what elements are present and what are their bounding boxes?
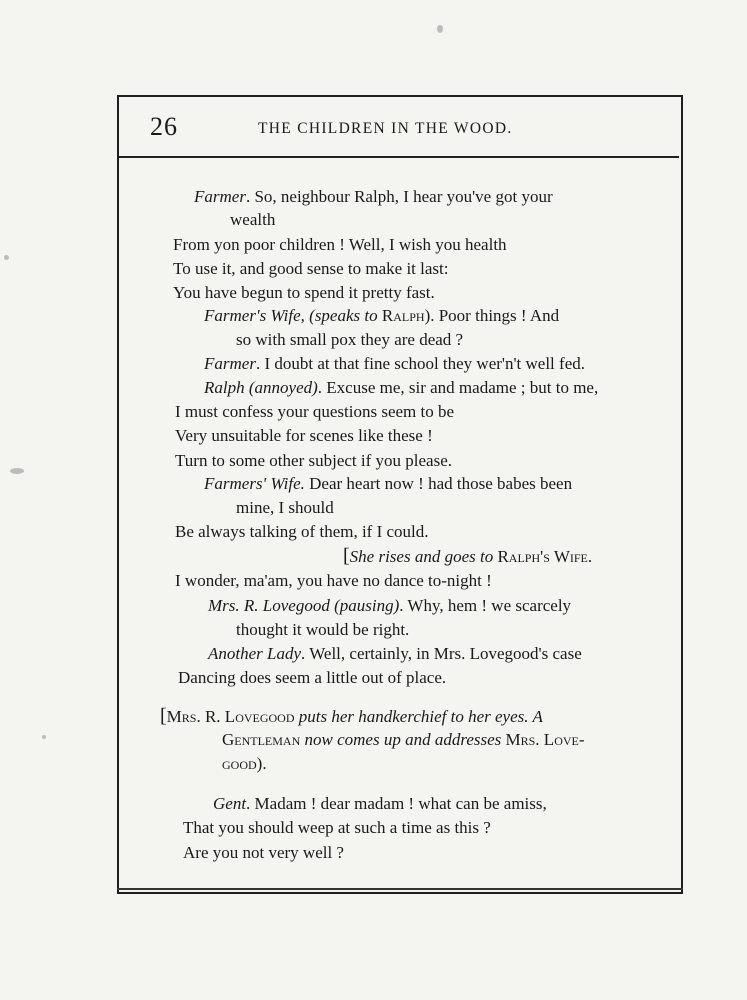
bottom-rule <box>117 888 683 890</box>
text-line: Farmers' Wife. Dear heart now ! had those babes been <box>204 474 573 493</box>
stage-direction: [Mrs. R. Lovegood puts her handkerchief to her eyes. A <box>160 705 543 727</box>
text-line: From yon poor children ! Well, I wish you health <box>173 235 507 254</box>
speaker: Farmer <box>194 187 246 206</box>
page-number: 26 <box>150 112 178 141</box>
text-line: so with small pox they are dead ? <box>236 330 464 349</box>
text-line: Farmer. I doubt at that fine school they wer'n't well fed. <box>204 354 585 373</box>
text-line: To use it, and good sense to make it last: <box>173 259 449 278</box>
text-line: Ralph (annoyed). Excuse me, sir and madame ; but to me, <box>204 378 599 397</box>
speaker: Ralph (annoyed) <box>204 378 318 397</box>
speaker: Mrs. R. Lovegood (pausing) <box>208 596 400 615</box>
text-line: wealth <box>230 210 276 229</box>
text-line: Dancing does seem a little out of place. <box>178 668 447 687</box>
text-line: Very unsuitable for scenes like these ! <box>175 426 433 445</box>
speaker: Another Lady <box>208 644 302 663</box>
text-line: Farmer's Wife, (speaks to Ralph). Poor things ! And <box>204 306 560 325</box>
page-border <box>117 95 683 894</box>
running-head: THE CHILDREN IN THE WOOD. <box>258 120 513 137</box>
text-line: You have begun to spend it pretty fast. <box>173 283 435 302</box>
speaker: Farmer's Wife, (speaks to <box>204 306 382 325</box>
text-line: I wonder, ma'am, you have no dance to-night ! <box>175 571 492 590</box>
scan-speck <box>10 468 24 474</box>
text-line: Gent. Madam ! dear madam ! what can be amiss, <box>213 794 547 813</box>
text-line: Mrs. R. Lovegood (pausing). Why, hem ! we scarcely <box>208 596 572 615</box>
speaker: Gent <box>213 794 247 813</box>
text-line: Are you not very well ? <box>183 843 344 862</box>
text-line: Another Lady. Well, certainly, in Mrs. Lovegood's case <box>208 644 582 663</box>
text-line: I must confess your questions seem to be <box>175 402 455 421</box>
scan-speck <box>437 25 443 33</box>
text-line: thought it would be right. <box>236 620 410 639</box>
text-line: Farmer. So, neighbour Ralph, I hear you've got your <box>194 187 553 206</box>
speaker: Farmer <box>204 354 256 373</box>
text-line: That you should weep at such a time as this ? <box>183 818 491 837</box>
text-line: Be always talking of them, if I could. <box>175 522 429 541</box>
stage-direction: [She rises and goes to Ralph's Wife. <box>343 545 593 567</box>
text-line: Turn to some other subject if you please. <box>175 451 452 470</box>
scan-speck <box>4 255 9 260</box>
text-line: mine, I should <box>236 498 334 517</box>
stage-direction: good). <box>222 754 267 773</box>
scan-speck <box>42 735 46 739</box>
stage-direction: Gentleman now comes up and addresses Mrs. Love- <box>222 730 585 749</box>
header-rule <box>119 156 679 158</box>
speaker: Farmers' Wife. <box>204 474 305 493</box>
